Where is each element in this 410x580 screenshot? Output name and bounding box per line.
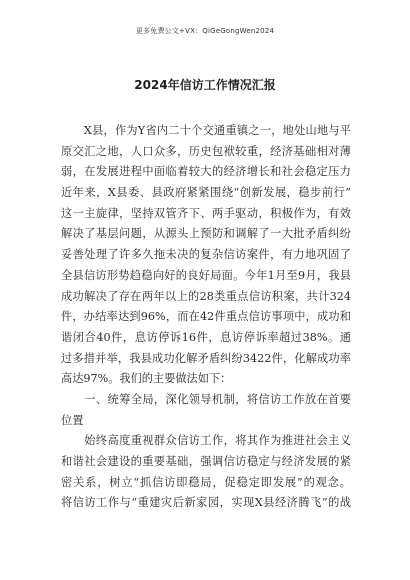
section-heading-line: 位置: [61, 413, 84, 427]
text-line: X县，作为Y省内二十个交通重镇之一，地处山地与平: [61, 124, 351, 137]
text-line: 近年来，X县委、县政府紧紧围绕“创新发展，稳步前行”: [61, 186, 351, 200]
text-line: 这一主旋律，坚持双管齐下、两手驱动，积极作为，有效: [61, 206, 351, 220]
header-note: 更多免费公文+VX：QiGeGongWen2024: [135, 27, 275, 35]
body-text: [61, 121, 351, 514]
text-line: 弱，在发展进程中面临着较大的经济增长和社会稳定压力: [61, 165, 351, 179]
text-line: 妥善处理了许多久拖未决的复杂信访案件，有力地巩固了: [61, 248, 351, 262]
text-line: 将信访工作与“重建灾后新家园，实现X县经济腾飞”的战: [61, 496, 351, 510]
text-line: 全县信访形势趋稳向好的良好局面。今年1月至9月，我县: [61, 268, 351, 282]
text-line: 件，办结率达到96%，而在42件重点信访事项中，成功和: [61, 310, 351, 324]
text-line: 过多措并举，我县成功化解矛盾纠纷3422件，化解成功率: [61, 351, 351, 365]
text-line: 密关系，树立“抓信访即稳局，促稳定即发展”的观念。: [61, 475, 351, 489]
text-line: 解决了基层问题，从源头上预防和调解了一大批矛盾纠纷: [61, 227, 351, 241]
text-line: 谐闭合40件，息访停诉16件，息访停诉率超过38%。通: [61, 330, 351, 344]
section-heading-line: 一、统筹全局，深化领导机制，将信访工作放在首要: [61, 392, 351, 406]
text-line: 和谐社会建设的重要基础，强调信访稳定与经济发展的紧: [61, 455, 351, 468]
text-line: 原交汇之地，人口众多，历史包袱较重，经济基础相对薄: [61, 144, 351, 158]
text-line: 高达97%。我们的主要做法如下：: [61, 372, 232, 386]
text-line: 始终高度重视群众信访工作，将其作为推进社会主义: [61, 434, 351, 448]
document-title: 2024年信访工作情况汇报: [134, 78, 276, 92]
text-line: 成功解决了存在两年以上的28类重点信访积案，共计324: [61, 289, 351, 303]
